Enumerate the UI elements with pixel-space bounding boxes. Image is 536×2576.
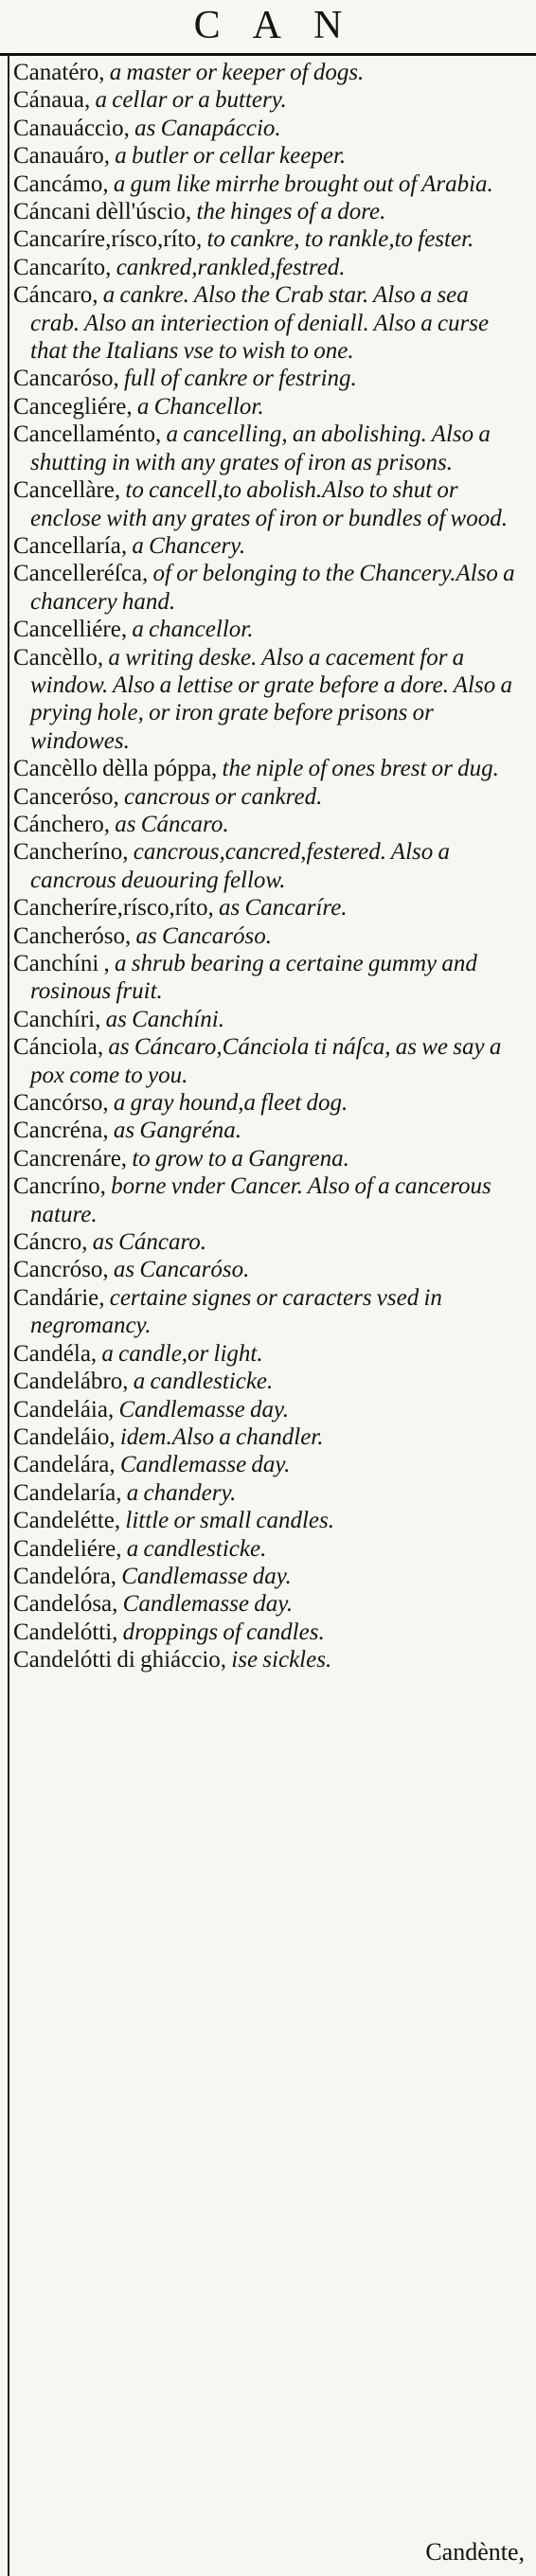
dictionary-entry bbox=[13, 1479, 521, 1507]
entry-definition: certaine signes or caracters vsed in negromancy. bbox=[30, 1284, 442, 1339]
dictionary-entry bbox=[13, 532, 521, 560]
entry-definition: as Cancaróso. bbox=[135, 922, 272, 949]
catchword: Candènte, bbox=[425, 2538, 525, 2566]
entry-headword: Candárie, bbox=[13, 1284, 105, 1311]
entry-headword: Canchíni , bbox=[13, 951, 110, 976]
dictionary-entry bbox=[13, 1535, 521, 1563]
dictionary-entry bbox=[13, 1368, 521, 1395]
entry-definition: the hinges of a dore. bbox=[196, 199, 386, 225]
entry-headword: Candéla, bbox=[13, 1340, 98, 1367]
entry-definition: idem.Also a chandler. bbox=[119, 1423, 324, 1450]
dictionary-entry bbox=[13, 560, 521, 616]
entry-definition: a gray hound,a fleet dog. bbox=[113, 1090, 348, 1117]
dictionary-entry bbox=[13, 198, 521, 225]
dictionary-entry bbox=[13, 1256, 521, 1283]
dictionary-entry bbox=[13, 476, 521, 532]
entry-headword: Cancaríto, bbox=[13, 254, 112, 280]
entry-definition: as Canchíni. bbox=[105, 1006, 224, 1032]
entry-definition: a gum like mirrhe brought out of Arabia. bbox=[113, 170, 493, 197]
header-rule bbox=[0, 53, 536, 56]
entry-definition: full of cankre or festring. bbox=[124, 366, 357, 392]
entry-definition: to cancell,to abolish.Also to shut or enclose with any grates of iron or bundles of wood. bbox=[30, 477, 508, 531]
entry-headword: Candelára, bbox=[13, 1452, 116, 1478]
dictionary-entry bbox=[13, 1646, 521, 1673]
dictionary-entry bbox=[13, 225, 521, 253]
entry-definition: a chancellor. bbox=[132, 617, 254, 643]
entry-definition: to cankre, to rankle,to fester. bbox=[206, 226, 474, 253]
dictionary-entry bbox=[13, 1033, 521, 1089]
dictionary-entry bbox=[13, 1006, 521, 1033]
entry-headword: Cancellaménto, bbox=[13, 421, 162, 448]
entry-headword: Cancèllo dèlla póppa, bbox=[13, 756, 218, 782]
entry-definition: ise sickles. bbox=[231, 1647, 332, 1673]
dictionary-entry bbox=[13, 393, 521, 420]
dictionary-entry bbox=[13, 838, 521, 894]
entry-headword: Cancelliére, bbox=[13, 617, 128, 643]
entry-headword: Cancrenáre, bbox=[13, 1145, 128, 1172]
entry-definition: Candlemasse day. bbox=[121, 1563, 292, 1589]
entry-definition: a Chancery. bbox=[132, 532, 246, 559]
entry-definition: a cancelling, an abolishing. Also a shutting in with any grates of iron as prisons. bbox=[30, 421, 491, 475]
entry-headword: Candelóra, bbox=[13, 1563, 116, 1589]
entry-headword: Canceróso, bbox=[13, 783, 119, 810]
dictionary-entry bbox=[13, 420, 521, 476]
entry-definition: as Cancaróso. bbox=[113, 1257, 250, 1283]
dictionary-entry bbox=[13, 922, 521, 950]
entry-headword: Cáncani dèll'úscio, bbox=[13, 199, 192, 225]
entry-definition: droppings of candles. bbox=[122, 1619, 325, 1645]
entry-headword: Cáncro, bbox=[13, 1229, 88, 1256]
dictionary-entry bbox=[13, 1590, 521, 1618]
entry-definition: a shrub bearing a certaine gummy and rosinous fruit. bbox=[30, 951, 477, 1005]
entry-definition: cancrous or cankred. bbox=[124, 783, 323, 810]
entry-headword: Cánciola, bbox=[13, 1034, 104, 1061]
entry-headword: Canauáro, bbox=[13, 143, 111, 170]
dictionary-entry bbox=[13, 1340, 521, 1368]
dictionary-entry bbox=[13, 1284, 521, 1340]
dictionary-entry bbox=[13, 950, 521, 1006]
entry-headword: Cancellàre, bbox=[13, 477, 121, 504]
entry-definition: as Cáncaro,Cánciola ti náſca, as we say a pox come to you. bbox=[30, 1034, 502, 1088]
entry-headword: Candelósa, bbox=[13, 1591, 118, 1618]
entry-definition: a writing deske. Also a cacement for a window. Also a lettise or grate before a dore. Also a prying hole, or iron grate before prisons or windowes. bbox=[30, 644, 512, 754]
entry-headword: Candelábro, bbox=[13, 1368, 129, 1395]
dictionary-entry bbox=[13, 170, 521, 198]
entry-headword: Cancegliére, bbox=[13, 393, 133, 420]
dictionary-entry bbox=[13, 1145, 521, 1172]
entry-definition: a candlesticke. bbox=[126, 1535, 267, 1562]
dictionary-entry bbox=[13, 86, 521, 114]
entry-headword: Candeliére, bbox=[13, 1535, 122, 1562]
entry-headword: Candelétte, bbox=[13, 1508, 121, 1534]
entry-definition: cancrous,cancred,festered. Also a cancrous deuouring fellow. bbox=[30, 839, 451, 893]
entry-definition: a candlesticke. bbox=[133, 1368, 274, 1395]
dictionary-entry bbox=[13, 616, 521, 643]
dictionary-entry bbox=[13, 115, 521, 142]
dictionary-entry bbox=[13, 755, 521, 782]
entry-headword: Cánaua, bbox=[13, 87, 91, 114]
entry-definition: to grow to a Gangrena. bbox=[132, 1145, 349, 1172]
entry-headword: Canatéro, bbox=[13, 60, 105, 85]
dictionary-entry bbox=[13, 1228, 521, 1256]
entry-headword: Cancheríno, bbox=[13, 839, 129, 866]
dictionary-entry bbox=[13, 59, 521, 86]
column-left-rule bbox=[8, 56, 9, 2576]
dictionary-column bbox=[13, 59, 521, 1674]
dictionary-entry bbox=[13, 811, 521, 838]
entry-headword: Cancórso, bbox=[13, 1090, 109, 1117]
entry-headword: Candeláia, bbox=[13, 1396, 115, 1422]
entry-definition: Candlemasse day. bbox=[118, 1396, 289, 1422]
dictionary-entry bbox=[13, 894, 521, 921]
entry-headword: Cancréna, bbox=[13, 1118, 109, 1144]
entry-headword: Cancèllo, bbox=[13, 644, 104, 671]
entry-definition: Candlemasse day. bbox=[119, 1452, 291, 1478]
dictionary-entry bbox=[13, 281, 521, 365]
entry-headword: Cánchero, bbox=[13, 811, 111, 837]
entry-definition: little or small candles. bbox=[125, 1508, 335, 1534]
entry-definition: a chandery. bbox=[126, 1479, 237, 1506]
entry-headword: Canchíri, bbox=[13, 1006, 101, 1032]
entry-headword: Candelaría, bbox=[13, 1479, 122, 1506]
entry-headword: Cancríno, bbox=[13, 1173, 106, 1200]
dictionary-entry bbox=[13, 1451, 521, 1478]
entry-definition: borne vnder Cancer. Also of a cancerous nature. bbox=[30, 1173, 491, 1227]
dictionary-entry bbox=[13, 783, 521, 811]
entry-headword: Cáncaro, bbox=[13, 282, 98, 309]
entry-headword: Candelótti, bbox=[13, 1619, 118, 1645]
entry-definition: of or belonging to the Chancery.Also a chancery hand. bbox=[30, 561, 515, 615]
entry-headword: Cancheríre,rísco,ríto, bbox=[13, 895, 214, 921]
entry-definition: as Cáncaro. bbox=[115, 811, 229, 837]
dictionary-entry bbox=[13, 1172, 521, 1228]
dictionary-entry bbox=[13, 1396, 521, 1423]
entry-definition: a cellar or a buttery. bbox=[95, 87, 287, 114]
entry-headword: Candelótti di ghiáccio, bbox=[13, 1647, 227, 1673]
entry-definition: as Gangréna. bbox=[113, 1118, 241, 1144]
dictionary-entry bbox=[13, 644, 521, 756]
entry-headword: Cancróso, bbox=[13, 1257, 109, 1283]
entry-definition: as Cáncaro. bbox=[92, 1229, 207, 1256]
dictionary-entry bbox=[13, 1507, 521, 1534]
dictionary-entry bbox=[13, 1117, 521, 1144]
entry-headword: Cancheróso, bbox=[13, 922, 132, 949]
entry-headword: Cancámo, bbox=[13, 170, 109, 197]
entry-definition: a candle,or light. bbox=[101, 1340, 263, 1367]
entry-definition: a butler or cellar keeper. bbox=[115, 143, 347, 170]
entry-definition: a master or keeper of dogs. bbox=[109, 60, 365, 85]
page-header-title: CAN bbox=[193, 4, 375, 47]
entry-headword: Canauáccio, bbox=[13, 115, 130, 141]
entry-definition: a Chancellor. bbox=[136, 393, 264, 420]
page-header bbox=[0, 0, 536, 53]
entry-definition: as Canapáccio. bbox=[134, 115, 281, 141]
entry-headword: Candeláio, bbox=[13, 1423, 116, 1450]
entry-headword: Cancaróso, bbox=[13, 366, 119, 392]
entry-headword: Cancaríre,rísco,ríto, bbox=[13, 226, 203, 253]
dictionary-entry bbox=[13, 1619, 521, 1646]
dictionary-entry bbox=[13, 254, 521, 281]
entry-definition: cankred,rankled,festred. bbox=[116, 254, 346, 280]
dictionary-entry bbox=[13, 142, 521, 170]
entry-definition: a cankre. Also the Crab star. Also a sea crab. Also an interiection of deniall. Also a curse that the Italians vse to wish to one. bbox=[30, 282, 490, 365]
dictionary-entry bbox=[13, 1423, 521, 1451]
entry-headword: Cancellaría, bbox=[13, 532, 128, 559]
entry-definition: as Cancaríre. bbox=[218, 895, 348, 921]
entry-definition: Candlemasse day. bbox=[122, 1591, 294, 1618]
dictionary-entry bbox=[13, 1089, 521, 1117]
dictionary-entry bbox=[13, 365, 521, 392]
entry-definition: the niple of ones brest or dug. bbox=[222, 756, 499, 782]
entry-headword: Cancelleréſca, bbox=[13, 561, 149, 587]
dictionary-entry bbox=[13, 1563, 521, 1590]
